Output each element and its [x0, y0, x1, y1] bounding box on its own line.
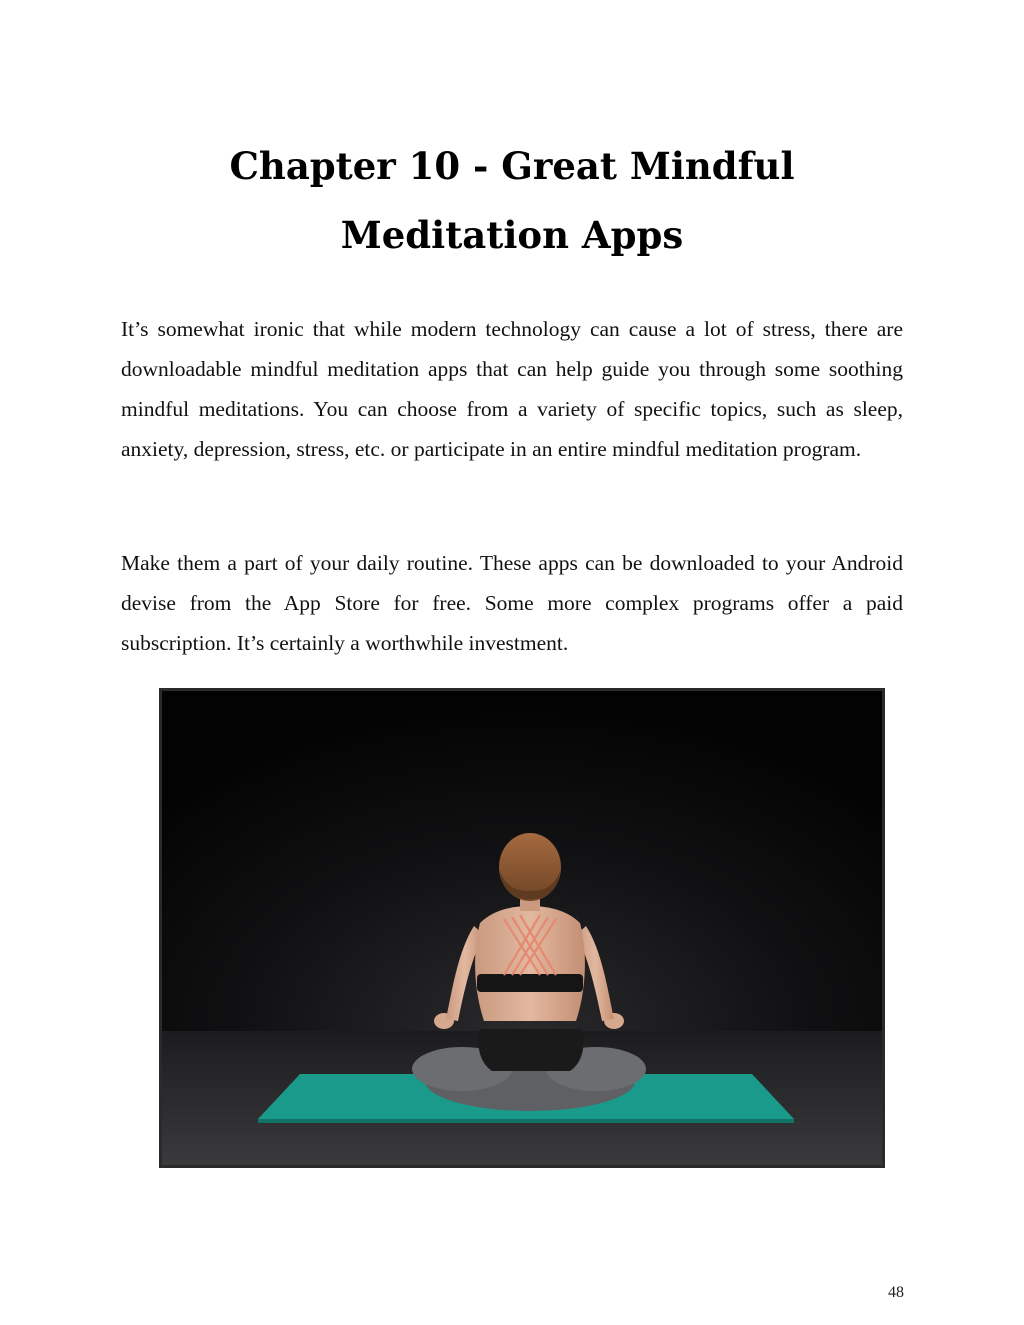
body-paragraph-2: Make them a part of your daily routine. These apps can be downloaded to your Android devise from the App Store for free. Some more complex programs offer a paid subscription. It’s certainly a worthwhile investment. [121, 551, 903, 655]
chapter-title-line-2: Meditation Apps [340, 213, 684, 257]
chapter-title [180, 132, 844, 270]
chapter-title-line-1: Chapter 10 - Great Mindful [229, 144, 795, 188]
meditation-photo-illustration [162, 691, 882, 1165]
meditation-photo [159, 688, 885, 1168]
body-paragraph-1: It’s somewhat ironic that while modern technology can cause a lot of stress, there are downloadable mindful meditation apps that can help guide you through some soothing mindful meditations. You can choose from a variety of specific topics, such as sleep, anxiety, depression, stress, etc. or participate in an entire mindful meditation program. [121, 317, 903, 461]
page-number: 48 [888, 1284, 904, 1301]
